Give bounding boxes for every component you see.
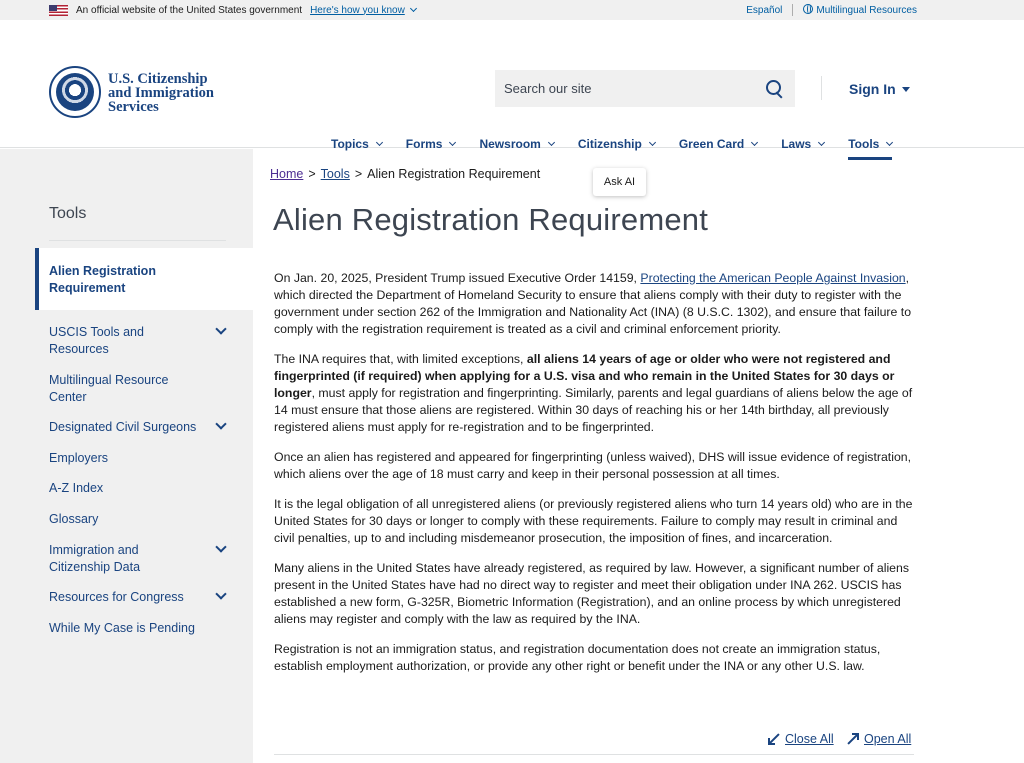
sidebar-item-label[interactable]: A-Z Index — [49, 481, 104, 495]
gov-banner-text: An official website of the United States government — [76, 4, 303, 16]
breadcrumb-home[interactable]: Home — [270, 167, 304, 181]
paragraph-text: , which directed the Department of Homeland Security to ensure that aliens comply with their duty to register with the government under section 262 of the Immigration and Nationality Act (INA) (8 U.S.C. 1302), and ensure that failure to comply with the registration requirement is treated as a civil and criminal enforcement priority. — [274, 271, 912, 336]
sidebar-item-label[interactable]: Designated Civil Surgeons — [49, 420, 197, 434]
sidebar-item-congress[interactable] — [49, 589, 239, 606]
breadcrumb — [270, 167, 540, 181]
sidebar-item-case-pending[interactable] — [49, 620, 239, 637]
breadcrumb-current: Alien Registration Requirement — [367, 167, 541, 181]
paragraph-3: Once an alien has registered and appeared for fingerprinting (unless waived), DHS will issue evidence of registration, which aliens over the age of 18 must carry and keep in their personal possession at all times. — [274, 450, 912, 481]
us-flag-icon — [49, 5, 68, 16]
nav-laws[interactable] — [781, 137, 824, 157]
sidebar-item-az-index[interactable] — [49, 480, 239, 497]
sidebar-item-label[interactable]: Resources — [49, 342, 109, 356]
executive-order-link[interactable]: Protecting the American People Against Invasion — [640, 271, 906, 285]
breadcrumb-separator: > — [308, 167, 316, 181]
chevron-down-icon — [410, 5, 417, 12]
search-input[interactable] — [504, 81, 765, 96]
search-box — [495, 70, 795, 107]
sidebar-item-label[interactable]: USCIS Tools and — [49, 325, 144, 339]
multilingual-resources-label[interactable]: Multilingual Resources — [816, 5, 917, 16]
site-header — [0, 20, 1024, 151]
sidebar-item-label[interactable]: Resources for Congress — [49, 590, 184, 604]
open-all-label[interactable]: Open All — [864, 732, 912, 746]
sidebar-item-multilingual[interactable] — [49, 372, 239, 406]
paragraph-6: Registration is not an immigration status, and registration documentation does not create an immigration status, establish employment authorization, or provide any other right or benefit under the INA or any other U.S. law. — [274, 642, 881, 673]
nav-green-card-label[interactable]: Green Card — [678, 137, 745, 151]
sidebar-item-label[interactable]: Multilingual Resource — [49, 373, 169, 387]
paragraph-text: The INA requires that, with limited exceptions, — [274, 352, 524, 366]
paragraph-4: It is the legal obligation of all unregistered aliens (or previously registered aliens who turn 14 years old) who are in the United States for 30 days or longer to comply with these requirements. Failure to comply may result in criminal and civil penalties, up to and including misdemeanor prosecution, the imposition of fines, and incarceration. — [274, 497, 913, 545]
nav-newsroom[interactable] — [479, 137, 553, 157]
sidebar-item-label[interactable]: Immigration and — [49, 543, 139, 557]
nav-forms-label[interactable]: Forms — [405, 137, 443, 151]
close-all-button[interactable] — [768, 732, 834, 746]
globe-icon — [803, 4, 813, 14]
espanol-link[interactable]: Español — [746, 4, 783, 16]
sidebar-item-label[interactable]: Center — [49, 390, 87, 404]
agency-name-line3: Services — [108, 99, 159, 115]
seal-emblem — [56, 73, 94, 111]
paragraph-text: On Jan. 20, 2025, President Trump issued Executive Order 14159, — [274, 271, 637, 285]
paragraph-5: Many aliens in the United States have already registered, as required by law. However, a significant number of aliens present in the United States have had no direct way to register and meet their obligation under INA 262. USCIS has established a new form, G-325R, Biometric Information (Registration), and an online process by which unregistered aliens may register and comply with the law as required by the INA. — [274, 561, 910, 626]
nav-tools-label[interactable]: Tools — [848, 137, 880, 151]
chevron-down-icon — [449, 139, 456, 146]
nav-topics-label[interactable]: Topics — [331, 137, 369, 151]
sidebar — [0, 149, 253, 763]
nav-citizenship[interactable] — [578, 137, 655, 157]
sidebar-item-employers[interactable] — [49, 450, 239, 467]
main-content — [274, 270, 916, 688]
chevron-down-icon — [751, 139, 758, 146]
nav-forms[interactable] — [406, 137, 456, 157]
chevron-down-icon — [376, 139, 383, 146]
collapse-icon — [768, 733, 780, 745]
paragraph-bold-text: all aliens 14 years of age or older who were not registered and fingerprinted (if required) when applying for a U.S. visa and who remain in the United States for 30 days or longer — [274, 352, 895, 400]
nav-laws-label[interactable]: Laws — [781, 137, 812, 151]
language-links — [746, 4, 917, 16]
agency-name-line1: U.S. Citizenship — [108, 71, 208, 87]
chevron-down-icon — [886, 139, 893, 146]
sidebar-item-glossary[interactable] — [49, 511, 239, 528]
page-title: Alien Registration Requirement — [273, 202, 709, 237]
sidebar-title: Tools — [49, 205, 87, 222]
accordion-controls — [274, 725, 914, 755]
nav-tools[interactable] — [848, 137, 892, 157]
ask-ai-button[interactable]: Ask AI — [593, 168, 646, 196]
agency-name-line2: and Immigration — [108, 85, 214, 101]
nav-topics[interactable] — [331, 137, 382, 157]
header-divider — [821, 76, 822, 100]
paragraph-1 — [274, 270, 916, 338]
sidebar-item-label[interactable]: Citizenship Data — [49, 560, 141, 574]
sidebar-item-uscis-tools[interactable] — [49, 324, 239, 358]
gov-banner — [0, 0, 1024, 20]
sidebar-item-label[interactable]: While My Case is Pending — [49, 621, 195, 635]
breadcrumb-tools[interactable]: Tools — [320, 167, 350, 181]
sidebar-item-label[interactable]: Employers — [49, 451, 109, 465]
divider — [792, 4, 793, 16]
open-all-button[interactable] — [847, 732, 911, 746]
sidebar-item-immigration-data[interactable] — [49, 542, 239, 576]
multilingual-resources-link[interactable] — [803, 4, 917, 16]
paragraph-2 — [274, 351, 916, 436]
sidebar-active-line2[interactable]: Requirement — [49, 281, 126, 295]
breadcrumb-separator: > — [354, 167, 363, 181]
heres-how-you-know-link[interactable] — [310, 5, 416, 16]
sidebar-item-alien-registration[interactable] — [35, 248, 253, 310]
expand-icon — [847, 733, 859, 745]
chevron-down-icon — [548, 139, 555, 146]
sidebar-divider — [49, 240, 226, 241]
nav-citizenship-label[interactable]: Citizenship — [577, 137, 642, 151]
close-all-label[interactable]: Close All — [785, 732, 834, 746]
chevron-down-icon — [818, 139, 825, 146]
sign-in-label[interactable]: Sign In — [849, 81, 896, 97]
sidebar-active-line1[interactable]: Alien Registration — [49, 264, 156, 278]
sidebar-item-label[interactable]: Glossary — [49, 512, 99, 526]
heres-how-you-know-label[interactable]: Here's how you know — [310, 4, 405, 16]
main-nav — [331, 137, 916, 157]
sign-in-button[interactable] — [849, 81, 910, 97]
sidebar-item-civil-surgeons[interactable] — [49, 419, 239, 436]
dhs-seal-logo[interactable] — [49, 66, 101, 118]
agency-name[interactable] — [108, 72, 214, 114]
chevron-down-icon — [649, 139, 656, 146]
caret-down-icon — [902, 87, 910, 92]
nav-newsroom-label[interactable]: Newsroom — [479, 137, 541, 151]
paragraph-text: , must apply for registration and fingerprinting. Similarly, parents and legal guardians of aliens below the age of 14 must ensure that those aliens are registered. Within 30 days of reaching his or her 14th birthday, all previously registered aliens must apply for re-registration and to be fingerprinted. — [274, 386, 913, 434]
search-icon[interactable] — [765, 79, 785, 99]
nav-green-card[interactable] — [679, 137, 757, 157]
